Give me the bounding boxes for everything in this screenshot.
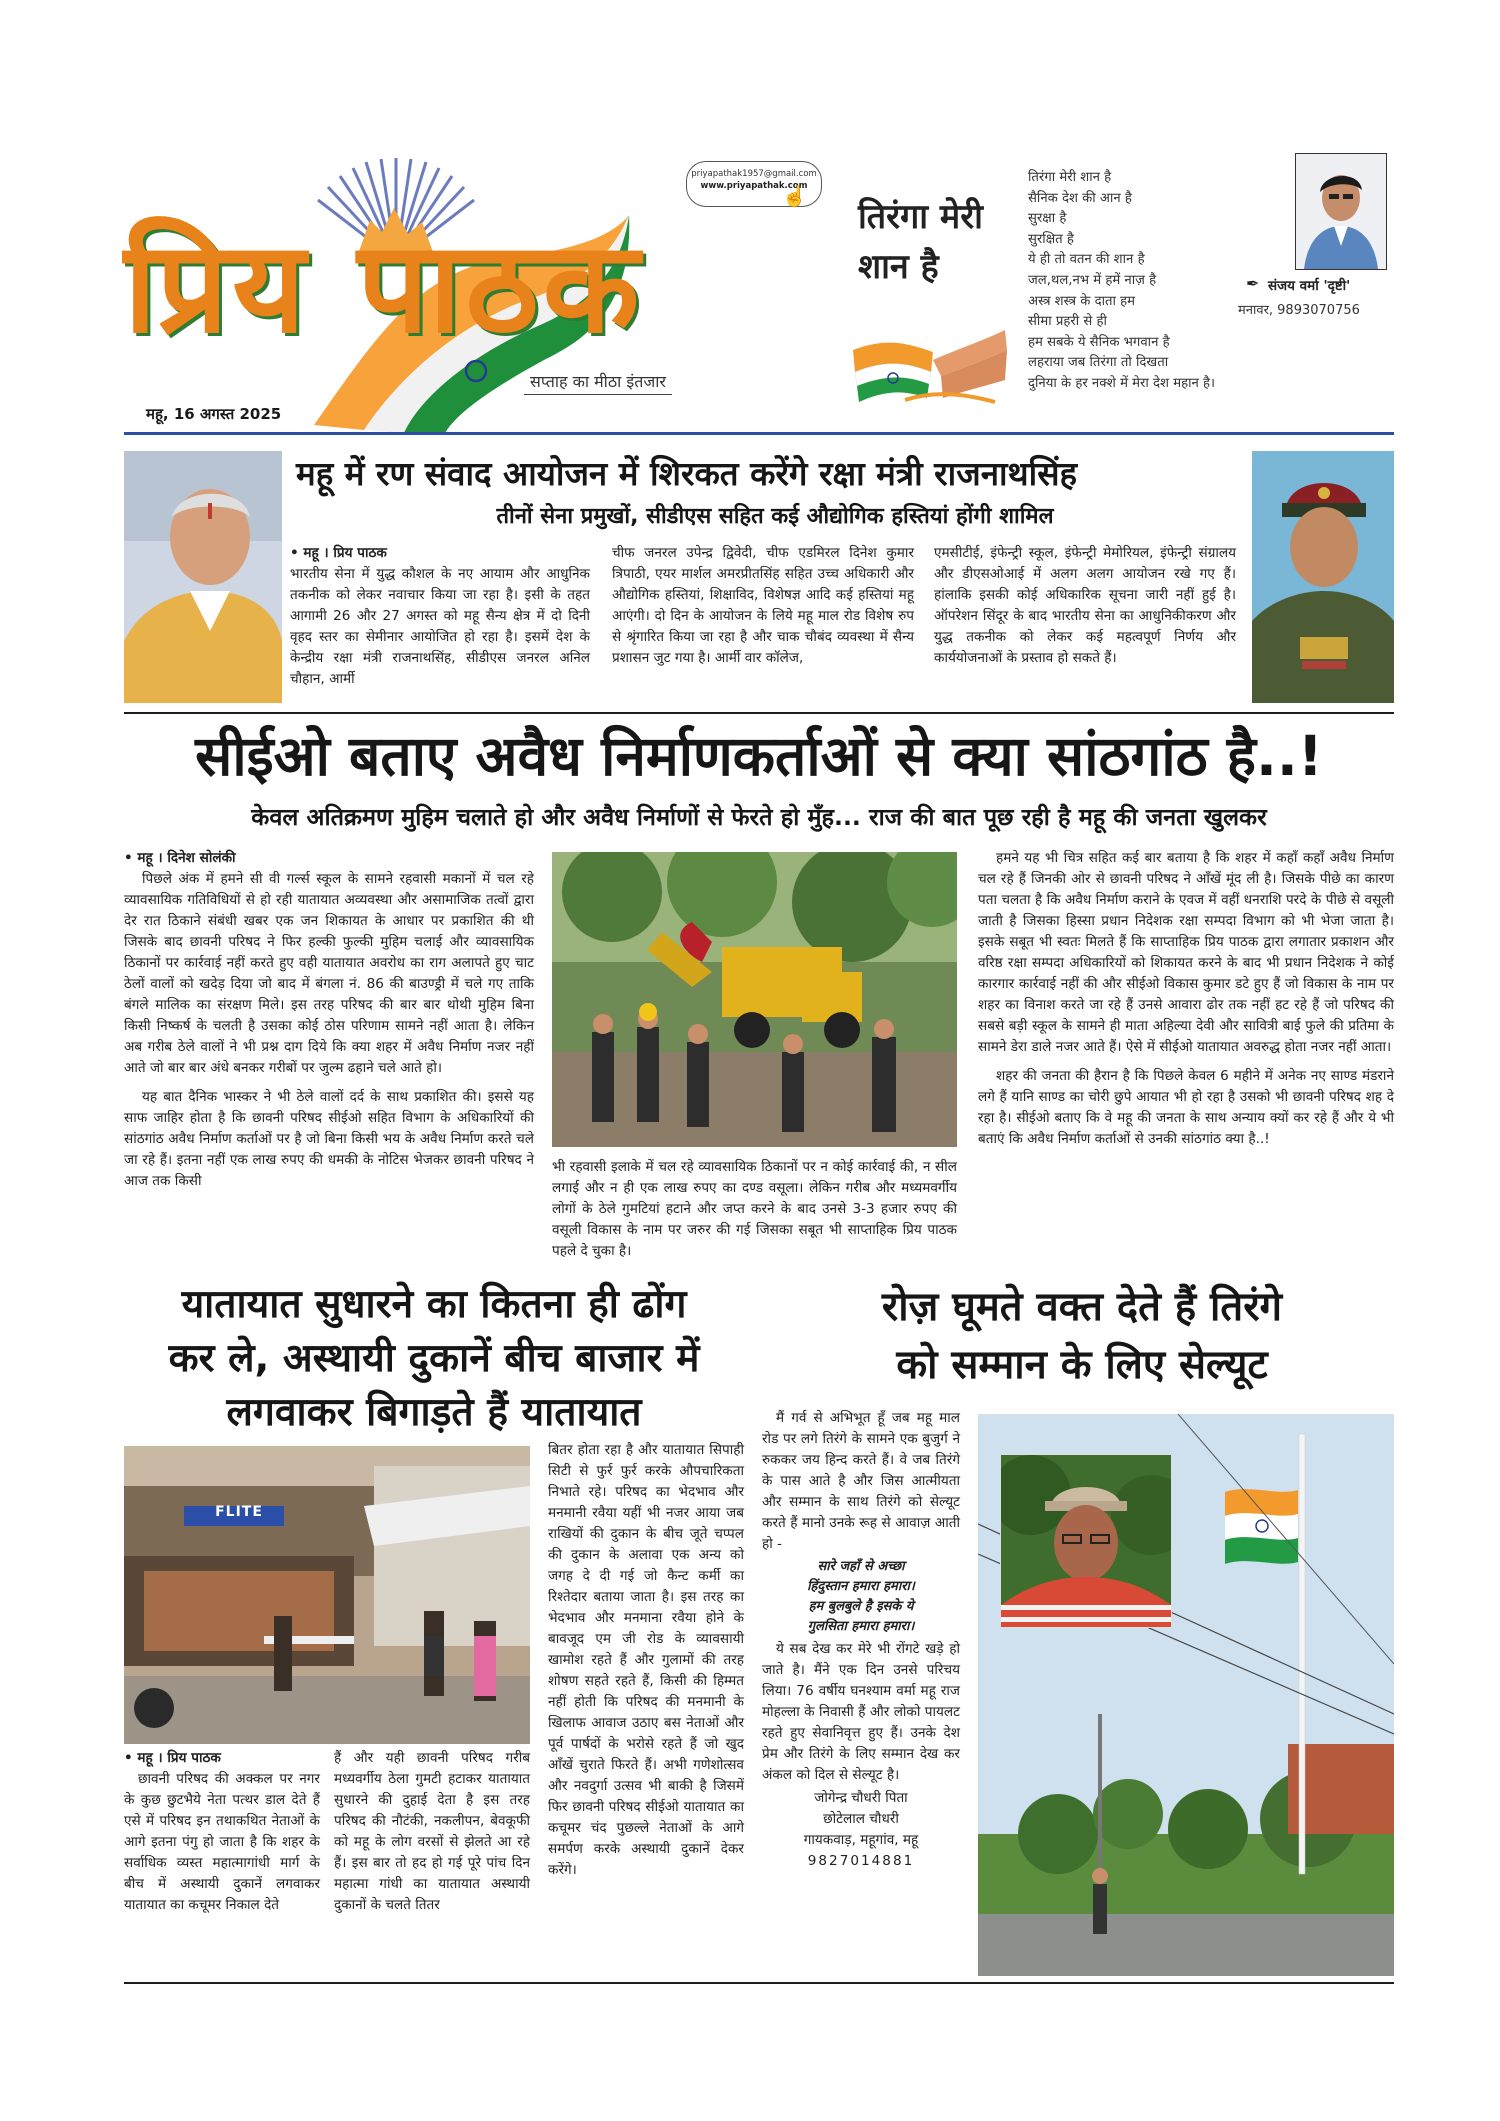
poem-line: दुनिया के हर नक्शे में मेरा देश महान है। [1028,375,1216,391]
pen-icon: ✒ [1246,274,1260,293]
story4-body [762,1408,960,1872]
story1-dateline: • महू । प्रिय पाठक [290,545,387,561]
story2-col2 [552,1157,957,1262]
story3-col2 [334,1748,530,1916]
story3-headline-line: यातायात सुधारने का कितना ही ढोंग [181,1282,687,1327]
story2-subhead: केवल अतिक्रमण मुहिम चलाते हो और अवैध निर्माणों से फेरते हो मुँह... राज की बात पूछ रही है महू की जनता खुलकर [251,803,1267,831]
author-line: छोटेलाल चौधरी [823,1811,899,1827]
poem-line: सीमा प्रहरी से ही [1028,314,1107,330]
story1-col3 [934,543,1236,669]
story4-author [762,1788,960,1872]
website-link[interactable]: www.priyapathak.com [700,181,808,191]
story1-col1 [290,543,590,690]
story1-col2 [612,543,914,669]
bottom-rule [124,1982,1394,1984]
poem-line: तिरंगा मेरी शान है [1028,170,1112,185]
market-stalls-photo [124,1446,530,1744]
story3-col3 [548,1440,744,1881]
elder-portrait-photo [1000,1454,1172,1628]
poem-line: अस्त्र शस्त्र के दाता हम [1028,293,1135,309]
story4-body1-text: मैं गर्व से अभिभूत हूँ जब महू माल रोड पर लगे तिरंगे के सामने एक बुजुर्ग ने रुककर जय हिन्द करते हैं। वे जब तिरंगे के पास आते है और जिस आत्मीयता और सम्मान के साथ तिरंगे को सेल्यूट करते हैं मानो उनके रूह से आवाज़ आती हो - [762,1410,960,1552]
story1-col3-text: एमसीटीई, इंफेन्ट्री स्कूल, इंफेन्ट्री मेमोरियल, इंफेन्ट्री संग्रालय और डीएसओआई में अलग अलग आयोजन रखे गए हैं। हांलाकि इसकी कोई अधिकारिक सूचना जारी नहीं हुई है। ऑपरेशन सिंदूर के बाद भारतीय सेना का आधुनिकीकरण और युद्ध तकनीक को लेकर कई महत्वपूर्ण निर्णय और कार्ययोजनाओं के प्रस्ताव हो सकते हैं। [934,545,1236,666]
hands-flags-graphic [845,320,1015,412]
story3-dateline: • महू । प्रिय पाठक [124,1750,221,1766]
story2-col1-text: पिछले अंक में हमने सी वी गर्ल्स स्कूल के सामने रहवासी मकानों में चल रहे व्यावसायिक गतिविधियों से हो रही यातायात अव्यवस्था और असामाजिक तत्वों द्वारा देर रात ठिकाने संबंधी खबर एक जन शिकायत के आधार पर प्रकाशित की थी जिसके बाद छावनी परिषद ने फिर हल्की फुल्की मुहिम चलाई और व्यावसायिक ठिकानों पर कार्रवाई नहीं करते हुए वही यातायात अवरोध का राग अलापते हुए चाट ठेलों वालों को खदेड़ दिया जो बाद में बंगला नं. 86 की बाउण्ड्री में चले गए ताकि बंगले मालिक का संरक्षण मिले। इस तरह परिषद की बार बार थोथी मुहिम बिना किसी निष्कर्ष के चलती है उसका कोई ठोस परिणाम सामने नहीं आता है। लेकिन अब गरीब ठेले वालों ने भी प्रश्न दाग दिये कि क्या शहर में अवैध निर्माण नजर नहीं आते जो बार बार अंधे बनकर गरीबों पर जुल्म ढहाने चले आते हो। [124,871,534,1076]
masthead-tagline: सप्ताह का मीठा इंतजार [524,370,672,395]
army-chief-photo [1252,451,1394,703]
poet-contact: मनावर, 9893070756 [1238,303,1360,318]
section-rule [124,712,1394,714]
rajnath-photo [124,451,282,703]
story1-col1-text: भारतीय सेना में युद्ध कौशल के नए आयाम और आधुनिक तकनीक को लेकर नवाचार किया जा रहा है। इसी के तहत आगामी 26 और 27 अगस्त को महू सैन्य क्षेत्र में दो दिनी वृहद स्तर का सेमीनार आयोजित हो रहा है। इसमें देश के केन्द्रीय रक्षा मंत्री राजनाथसिंह, सीडीएस जनरल अनिल चौहान, आर्मी [290,566,590,687]
story4-quote [762,1557,960,1637]
story3-col1 [124,1748,320,1916]
story2-col1 [124,848,534,1192]
story3-headline-line: लगवाकर बिगाड़ते हैं यातायात [226,1390,642,1435]
masthead-poem [1028,168,1278,395]
story2-col2-text: भी रहवासी इलाके में चल रहे व्यावसायिक ठिकानों पर न कोई कार्रवाई की, न सील लगाई और न ही एक लाख रुपए का दण्ड वसूला। लेकिन गरीब और मध्यमवर्गीय लोगों के ठेले गुमटियां हटाने और जप्त करने के बाद उनसे 3-3 हजार रुपए की वसूली विकास के नाम पर जरुर की गई जिसका सबूत भी साप्ताहिक प्रिय पाठक पहले दे चुका है। [552,1159,957,1259]
story2-dateline: • महू । दिनेश सोलंकी [124,850,236,866]
poem-line: सुरक्षा है [1028,211,1067,227]
poem-line: सुरक्षित है [1028,231,1074,247]
issue-date: महू, 16 अगस्त 2025 [146,405,282,423]
quote-line: हिंदुस्तान हमारा हमारा। [807,1579,915,1594]
quote-line: सारे जहाँ से अच्छा [817,1559,905,1574]
story2-col3-text: हमने यह भी चित्र सहित कई बार बताया है कि शहर में कहाँ कहाँ अवैध निर्माण चल रहे हैं जिनकी ओर से छावनी परिषद ने आँखें मूंद ली है। जिसके पीछे का कारण पता चलता है कि अवैध निर्माण कराने के एवज में वहीं धनराशि परदे के पीछे से वसूली जाती है जिसका हिस्सा प्रधान निदेशक रक्षा सम्पदा विभाग को भी भेजा जाता है। इसके सबूत भी स्वतः मिलते हैं कि साप्ताहिक प्रिय पाठक द्वारा लगातार प्रकाशन और वरिष्ठ रक्षा सम्पदा अधिकारियों को शिकायत करने के बाद भी प्रधान निदेशक ने कोई कारगार कार्रवाई नहीं की और सीईओ विकास कुमार डटे हुए हैं जो विकास के नाम पर शहर का विनाश करते जा रहे हैं उनसे आवारा ढोर तक नहीं हट रहे हैं जो परिषद की सबसे बड़ी स्कूल के सामने ही माता अहिल्या देवी और सावित्री बाई फुले की प्रतिमा के सामने डेरा डाले नजर आते हैं। ऐसे में सीईओ यातायात अवरुद्ध होता नजर नहीं आता। [978,850,1394,1055]
story3-col2-text: हैं और यही छावनी परिषद गरीब मध्यवर्गीय ठेला गुमटी हटाकर यातायात सुधारने की दुहाई देता है इस तरह परिषद की नौटंकी, नकलीपन, बेवकूफी को महू के लोग वरसों से झेलते आ रहे हैं। इस बार तो हद हो गई पूरे पांच दिन महात्मा गांधी का यातायात अस्थायी दुकानों के चलते तितर [334,1750,530,1913]
masthead-logo: प्रिय पाठक [124,214,644,361]
poem-line: सैनिक देश की आन है [1028,190,1132,206]
demolition-photo [552,852,957,1147]
quote-line: गुलसिता हमारा हमारा। [807,1619,915,1634]
masthead-rule [124,432,1394,435]
story1-headline: महू में रण संवाद आयोजन में शिरकत करेंगे रक्षा मंत्री राजनाथसिंह [296,454,1078,493]
poem-line: हम सबके ये सैनिक भगवान है [1028,334,1170,350]
quote-line: हम बुलबुले है इसके ये [808,1599,914,1614]
poet-name: संजय वर्मा 'दृष्टी' [1268,278,1351,294]
story1-col2-text: चीफ जनरल उपेन्द्र द्विवेदी, चीफ एडमिरल दिनेश कुमार त्रिपाठी, एयर मार्शल अमरप्रीतसिंह सहित उच्च अधिकारी और औद्योगिक हस्तियां, शिक्षाविद, विशेषज्ञ आदि कई हस्तियां महू आएंगी। दो दिन के आयोजन के लिये महू माल रोड विशेष रुप से श्रृंगारित किया जा रहा है और चाक चौबंद व्यवस्था में सैन्य प्रशासन जुट गया है। आर्मी वार कॉलेज, [612,545,914,666]
story4-body2-text: ये सब देख कर मेरे भी रोंगटे खड़े हो जाते है। मैंने एक दिन उनसे परिचय लिया। 76 वर्षीय घनश्याम वर्मा महू राज मोहल्ला के निवासी हैं और लोको पायलट रहते हुए सेवानिवृत्त हुए हैं। उनके देश प्रेम और तिरंगे के लिए सम्मान देख कर अंकल को दिल से सेल्यूट है। [762,1641,960,1783]
story2-headline: सीईओ बताए अवैध निर्माणकर्ताओं से क्या सांठगांठ है..! [195,724,1323,788]
author-line: जोगेन्द्र चौधरी पिता [814,1790,908,1806]
story4-headline-line: को सम्मान के लिए सेल्यूट [896,1342,1268,1388]
story3-headline [124,1278,744,1440]
story4-headline-line: रोज़ घूमते वक्त देते हैं तिरंगे [881,1284,1283,1330]
poem-line: जल,थल,नभ में हमें नाज़ है [1028,272,1157,288]
poem-line: लहराया जब तिरंगा तो दिखता [1028,355,1169,371]
flag-pole-photo [978,1414,1394,1976]
story1-subhead: तीनों सेना प्रमुखों, सीडीएस सहित कई औद्योगिक हस्तियां होंगी शामिल [496,504,1054,529]
poem-line: ये ही तो वतन की शान है [1028,252,1145,268]
story3-col1-text: छावनी परिषद की अक्कल पर नगर के कुछ छुटभैये नेता पत्थर डाल देते हैं एसे में परिषद इन तथाकथित नेताओं के आगे इतना पंगु हो जाता है कि शहर के सर्वाधिक व्यस्त महात्मागांधी मार्ग के बीच में अस्थायी दुकानें लगवाकर यातायात का कचूमर निकाल देते [124,1771,320,1913]
shop-sign-flite: FLITE [215,1504,263,1520]
story3-col3-text: बितर होता रहा है और यातायात सिपाही सिटी से फुर्र फुर्र करके औपचारिकता निभाते रहे। परिषद का भेदभाव और मनमानी रवैया यहीं भी नजर आया जब राखियों की दुकान के बीच जूते चप्पल की दुकान के अलावा एक अन्य को जगह दे दी गई जो कैन्ट कर्मी का रिश्तेदार बताया जाता है। इस तरह का भेदभाव और मनमाना रवैया होने के बावजूद एम जी रोड के व्यावसायी खामोश रहते हैं और गुलामों की तरह शोषण सहते रहते हैं, किसी की हिम्मत नहीं होती कि परिषद की मनमानी के खिलाफ आवाज उठाए बस नेताओं और पूर्व पार्षदों के भरोसे रहते हैं जो खुद आँखें चुराते फिरते हैं। अभी गणेशोत्सव और नवदुर्गा उत्सव भी बाकी है जिसमें फिर छावनी परिषद सीईओ यातायात का कचूमर चंद पुछल्ले नेताओं के आगे समर्पण करके अस्थायी दुकानें देकर करेंगे। [548,1442,744,1878]
email-text: priyapathak1957@gmail.com [691,169,817,179]
cursor-icon: ☝ [782,184,807,208]
author-line: 9827014881 [807,1853,915,1869]
story3-headline-line: कर ले, अस्थायी दुकानें बीच बाजार में [168,1336,700,1381]
author-line: गायकवाड़, महूगांव, महू [803,1832,919,1848]
story4-headline [770,1278,1394,1394]
poet-photo [1295,153,1387,270]
slogan: तिरंगा मेरी शान है [858,197,983,287]
story2-col1b-text: यह बात दैनिक भास्कर ने भी ठेले वालों दर्द के साथ प्रकाशित की। इससे यह साफ जाहिर होता है कि छावनी परिषद सीईओ सहित विभाग के अधिकारियों की सांठगांठ अवैध निर्माण कर्ताओं पर है जो बिना किसी भय के अवैध निर्माण करते चले जा रहे हैं। इतना नहीं एक लाख रुपए की धमकी के नोटिस भेजकर छावनी परिषद ने आज तक किसी [124,1089,534,1189]
story2-col3b-text: शहर की जनता की हैरान है कि पिछले केवल 6 महीने में अनेक नए साण्ड मंडराने लगे हैं यानि साण्ड का चोरी छुपे आयात भी हो रहा है उसको भी छावनी परिषद शह दे रहा है। सीईओ बताए कि वे महू की जनता के साथ अन्याय क्यों कर रहे हैं और ये भी बताएं कि अवैध निर्माण कर्ताओं से उनकी सांठगांठ क्या है..! [978,1068,1394,1147]
story2-col3 [978,848,1394,1150]
